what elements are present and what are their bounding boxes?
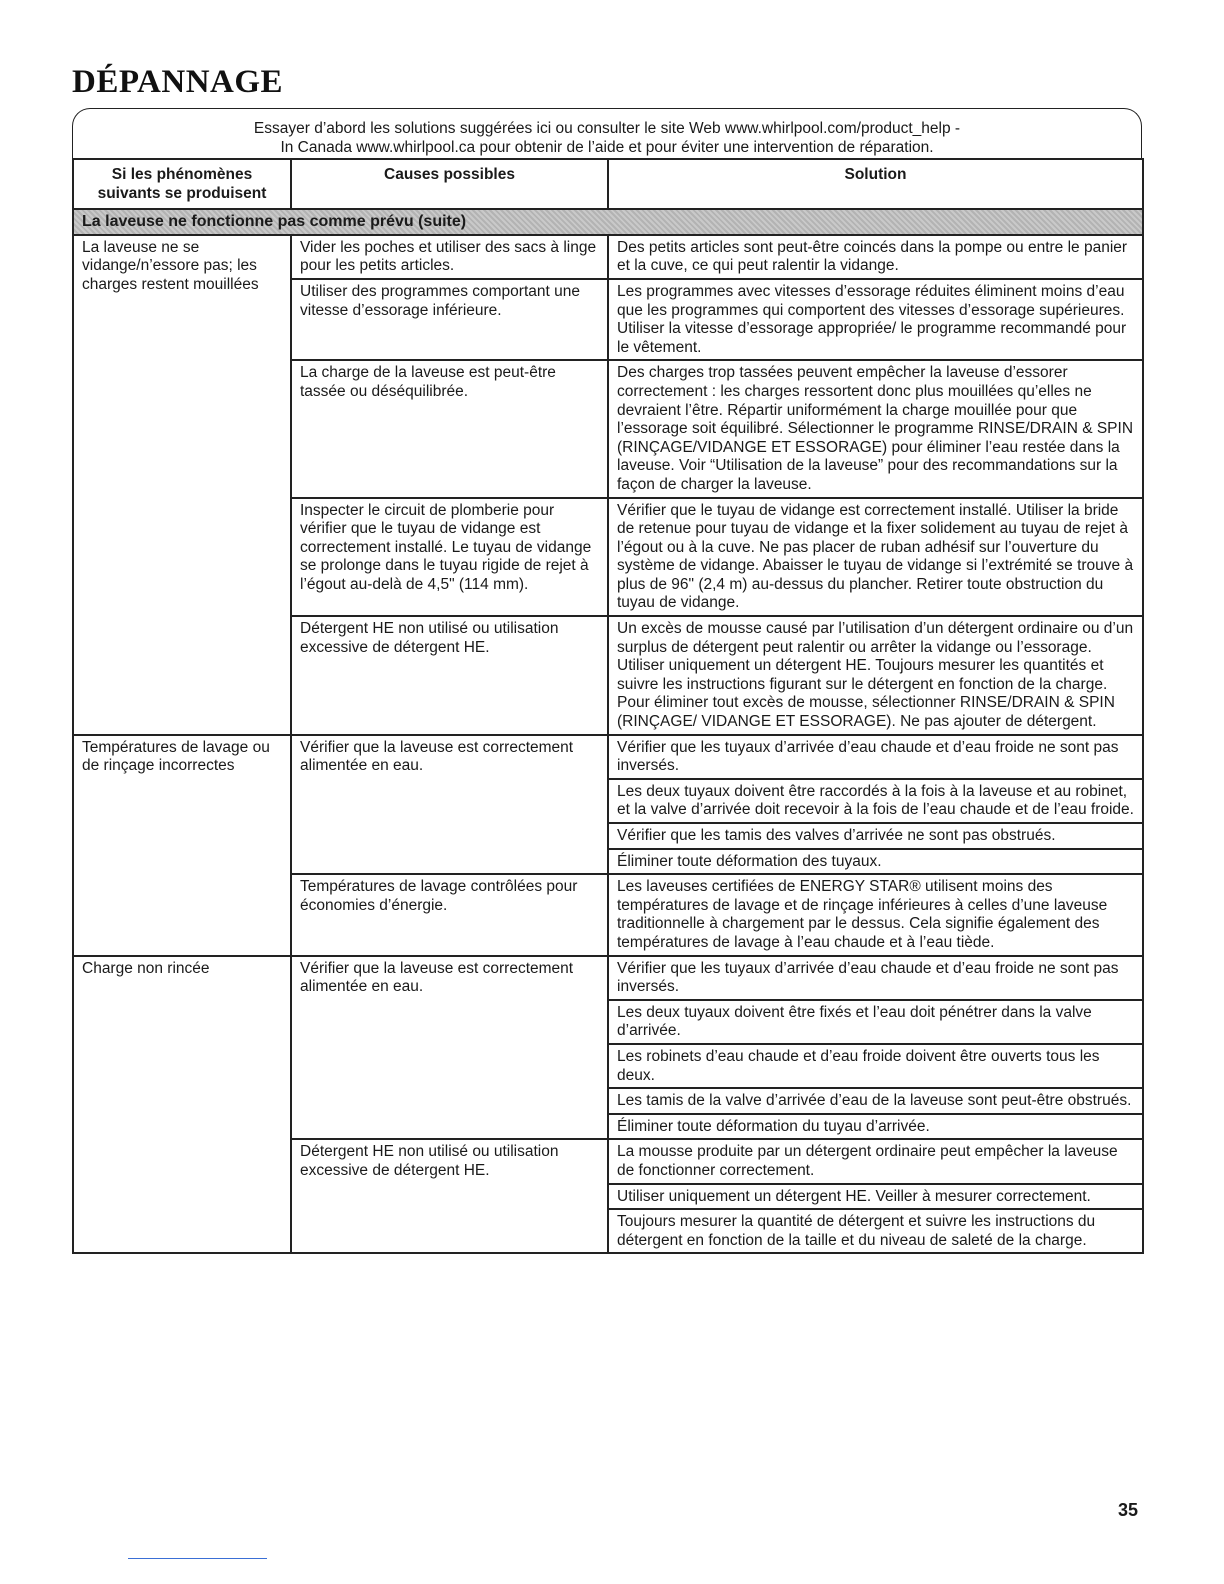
intro-line-1: Essayer d’abord les solutions suggérées ici ou consulter le site Web www.whirlpool.com/product_help - xyxy=(253,120,961,137)
cause-cell: La charge de la laveuse est peut-être tassée ou déséquilibrée. xyxy=(291,360,608,497)
page-title: DÉPANNAGE xyxy=(72,64,284,100)
solution-cell: La mousse produite par un détergent ordinaire peut empêcher la laveuse de fonctionner correctement. xyxy=(608,1139,1143,1183)
solution-cell: Vérifier que les tuyaux d’arrivée d’eau chaude et d’eau froide ne sont pas inversés. xyxy=(608,735,1143,779)
header-solution: Solution xyxy=(608,159,1143,209)
table-header-row xyxy=(73,159,1143,209)
cause-cell: Vider les poches et utiliser des sacs à linge pour les petits articles. xyxy=(291,235,608,279)
solution-cell: Vérifier que le tuyau de vidange est correctement installé. Utiliser la bride de retenue pour tuyau de vidange et la fixer solidement au tuyau de rejet à l’égout ou à la cuve. Ne pas placer de ruban adhésif sur l’ouverture du système de vidange. Abaisser le tuyau de vidange si l’extrémité se trouve à plus de 96" (2,4 m) au-dessus du plancher. Retirer toute obstruction du tuyau de vidange. xyxy=(608,498,1143,617)
page-number: 35 xyxy=(1118,1500,1139,1520)
solution-cell: Éliminer toute déformation du tuyau d’arrivée. xyxy=(608,1114,1143,1140)
symptom-cell: La laveuse ne se vidange/n’essore pas; les charges restent mouillées xyxy=(73,235,291,735)
cause-cell: Utiliser des programmes comportant une vitesse d’essorage inférieure. xyxy=(291,279,608,360)
symptom-cell: Charge non rincée xyxy=(73,956,291,1254)
solution-cell: Les laveuses certifiées de ENERGY STAR® utilisent moins des températures de lavage et de rinçage inférieures à celles d’une laveuse traditionnelle à chargement par le dessus. Cela signifie également des températures de lavage à l’eau chaude et à l’eau tiède. xyxy=(608,874,1143,955)
cause-cell: Températures de lavage contrôlées pour économies d’énergie. xyxy=(291,874,608,955)
solution-cell: Des charges trop tassées peuvent empêcher la laveuse d’essorer correctement : les charges ressortent donc plus mouillées qu’elles ne devraient l’être. Répartir uniformément la charge mouillée pour que l’essorage soit équilibré. Sélectionner le programme RINSE/DRAIN & SPIN (RINÇAGE/VIDANGE ET ESSORAGE) pour éliminer l’eau restée dans la laveuse. Voir “Utilisation de la laveuse” pour des recommandations sur la façon de charger la laveuse. xyxy=(608,360,1143,497)
table-row xyxy=(73,735,1143,779)
solution-cell: Les deux tuyaux doivent être raccordés à la fois à la laveuse et au robinet, et la valve d’arrivée doit recevoir à la fois de l’eau chaude et de l’eau froide. xyxy=(608,779,1143,823)
solution-cell: Un excès de mousse causé par l’utilisation d’un détergent ordinaire ou d’un surplus de détergent peut ralentir ou arrêter la vidange ou l’essorage. Utiliser uniquement un détergent HE. Toujours mesurer les quantités et suivre les instructions figurant sur le détergent en fonction de la charge. Pour éliminer tout excès de mousse, sélectionner RINSE/DRAIN & SPIN (RINÇAGE/ VIDANGE ET ESSORAGE). Ne pas ajouter de détergent. xyxy=(608,616,1143,735)
cause-cell: Vérifier que la laveuse est correctement alimentée en eau. xyxy=(291,735,608,875)
symptom-cell: Températures de lavage ou de rinçage incorrectes xyxy=(73,735,291,956)
solution-cell: Les tamis de la valve d’arrivée d’eau de la laveuse sont peut-être obstrués. xyxy=(608,1088,1143,1114)
solution-cell: Utiliser uniquement un détergent HE. Veiller à mesurer correctement. xyxy=(608,1184,1143,1210)
cause-cell: Inspecter le circuit de plomberie pour vérifier que le tuyau de vidange est correctement installé. Le tuyau de vidange se prolonge dans le tuyau rigide de rejet à l’égout au-delà de 4,5" (114 mm). xyxy=(291,498,608,617)
table-row xyxy=(73,956,1143,1000)
table-row xyxy=(73,235,1143,279)
intro-box xyxy=(72,108,1142,158)
solution-cell: Les programmes avec vitesses d’essorage réduites éliminent moins d’eau que les programmes qui comportent des vitesses d’essorage supérieures. Utiliser la vitesse d’essorage appropriée/ le programme recommandé pour le vêtement. xyxy=(608,279,1143,360)
cause-cell: Détergent HE non utilisé ou utilisation excessive de détergent HE. xyxy=(291,616,608,735)
solution-cell: Vérifier que les tuyaux d’arrivée d’eau chaude et d’eau froide ne sont pas inversés. xyxy=(608,956,1143,1000)
section-title: La laveuse ne fonctionne pas comme prévu (suite) xyxy=(73,209,1143,235)
solution-cell: Des petits articles sont peut-être coincés dans la pompe ou entre le panier et la cuve, ce qui peut ralentir la vidange. xyxy=(608,235,1143,279)
intro-line-2: In Canada www.whirlpool.ca pour obtenir de l’aide et pour éviter une intervention de réparation. xyxy=(280,139,934,156)
cause-cell: Détergent HE non utilisé ou utilisation excessive de détergent HE. xyxy=(291,1139,608,1253)
footer-rule xyxy=(128,1558,267,1559)
header-causes: Causes possibles xyxy=(291,159,608,209)
solution-cell: Toujours mesurer la quantité de détergent et suivre les instructions du détergent en fonction de la taille et du niveau de saleté de la charge. xyxy=(608,1209,1143,1253)
solution-cell: Les deux tuyaux doivent être fixés et l’eau doit pénétrer dans la valve d’arrivée. xyxy=(608,1000,1143,1044)
section-row xyxy=(73,209,1143,235)
troubleshooting-table xyxy=(72,158,1144,1254)
header-symptom: Si les phénomènes suivants se produisent xyxy=(73,159,291,209)
solution-cell: Éliminer toute déformation des tuyaux. xyxy=(608,849,1143,875)
solution-cell: Vérifier que les tamis des valves d’arrivée ne sont pas obstrués. xyxy=(608,823,1143,849)
cause-cell: Vérifier que la laveuse est correctement alimentée en eau. xyxy=(291,956,608,1140)
solution-cell: Les robinets d’eau chaude et d’eau froide doivent être ouverts tous les deux. xyxy=(608,1044,1143,1088)
